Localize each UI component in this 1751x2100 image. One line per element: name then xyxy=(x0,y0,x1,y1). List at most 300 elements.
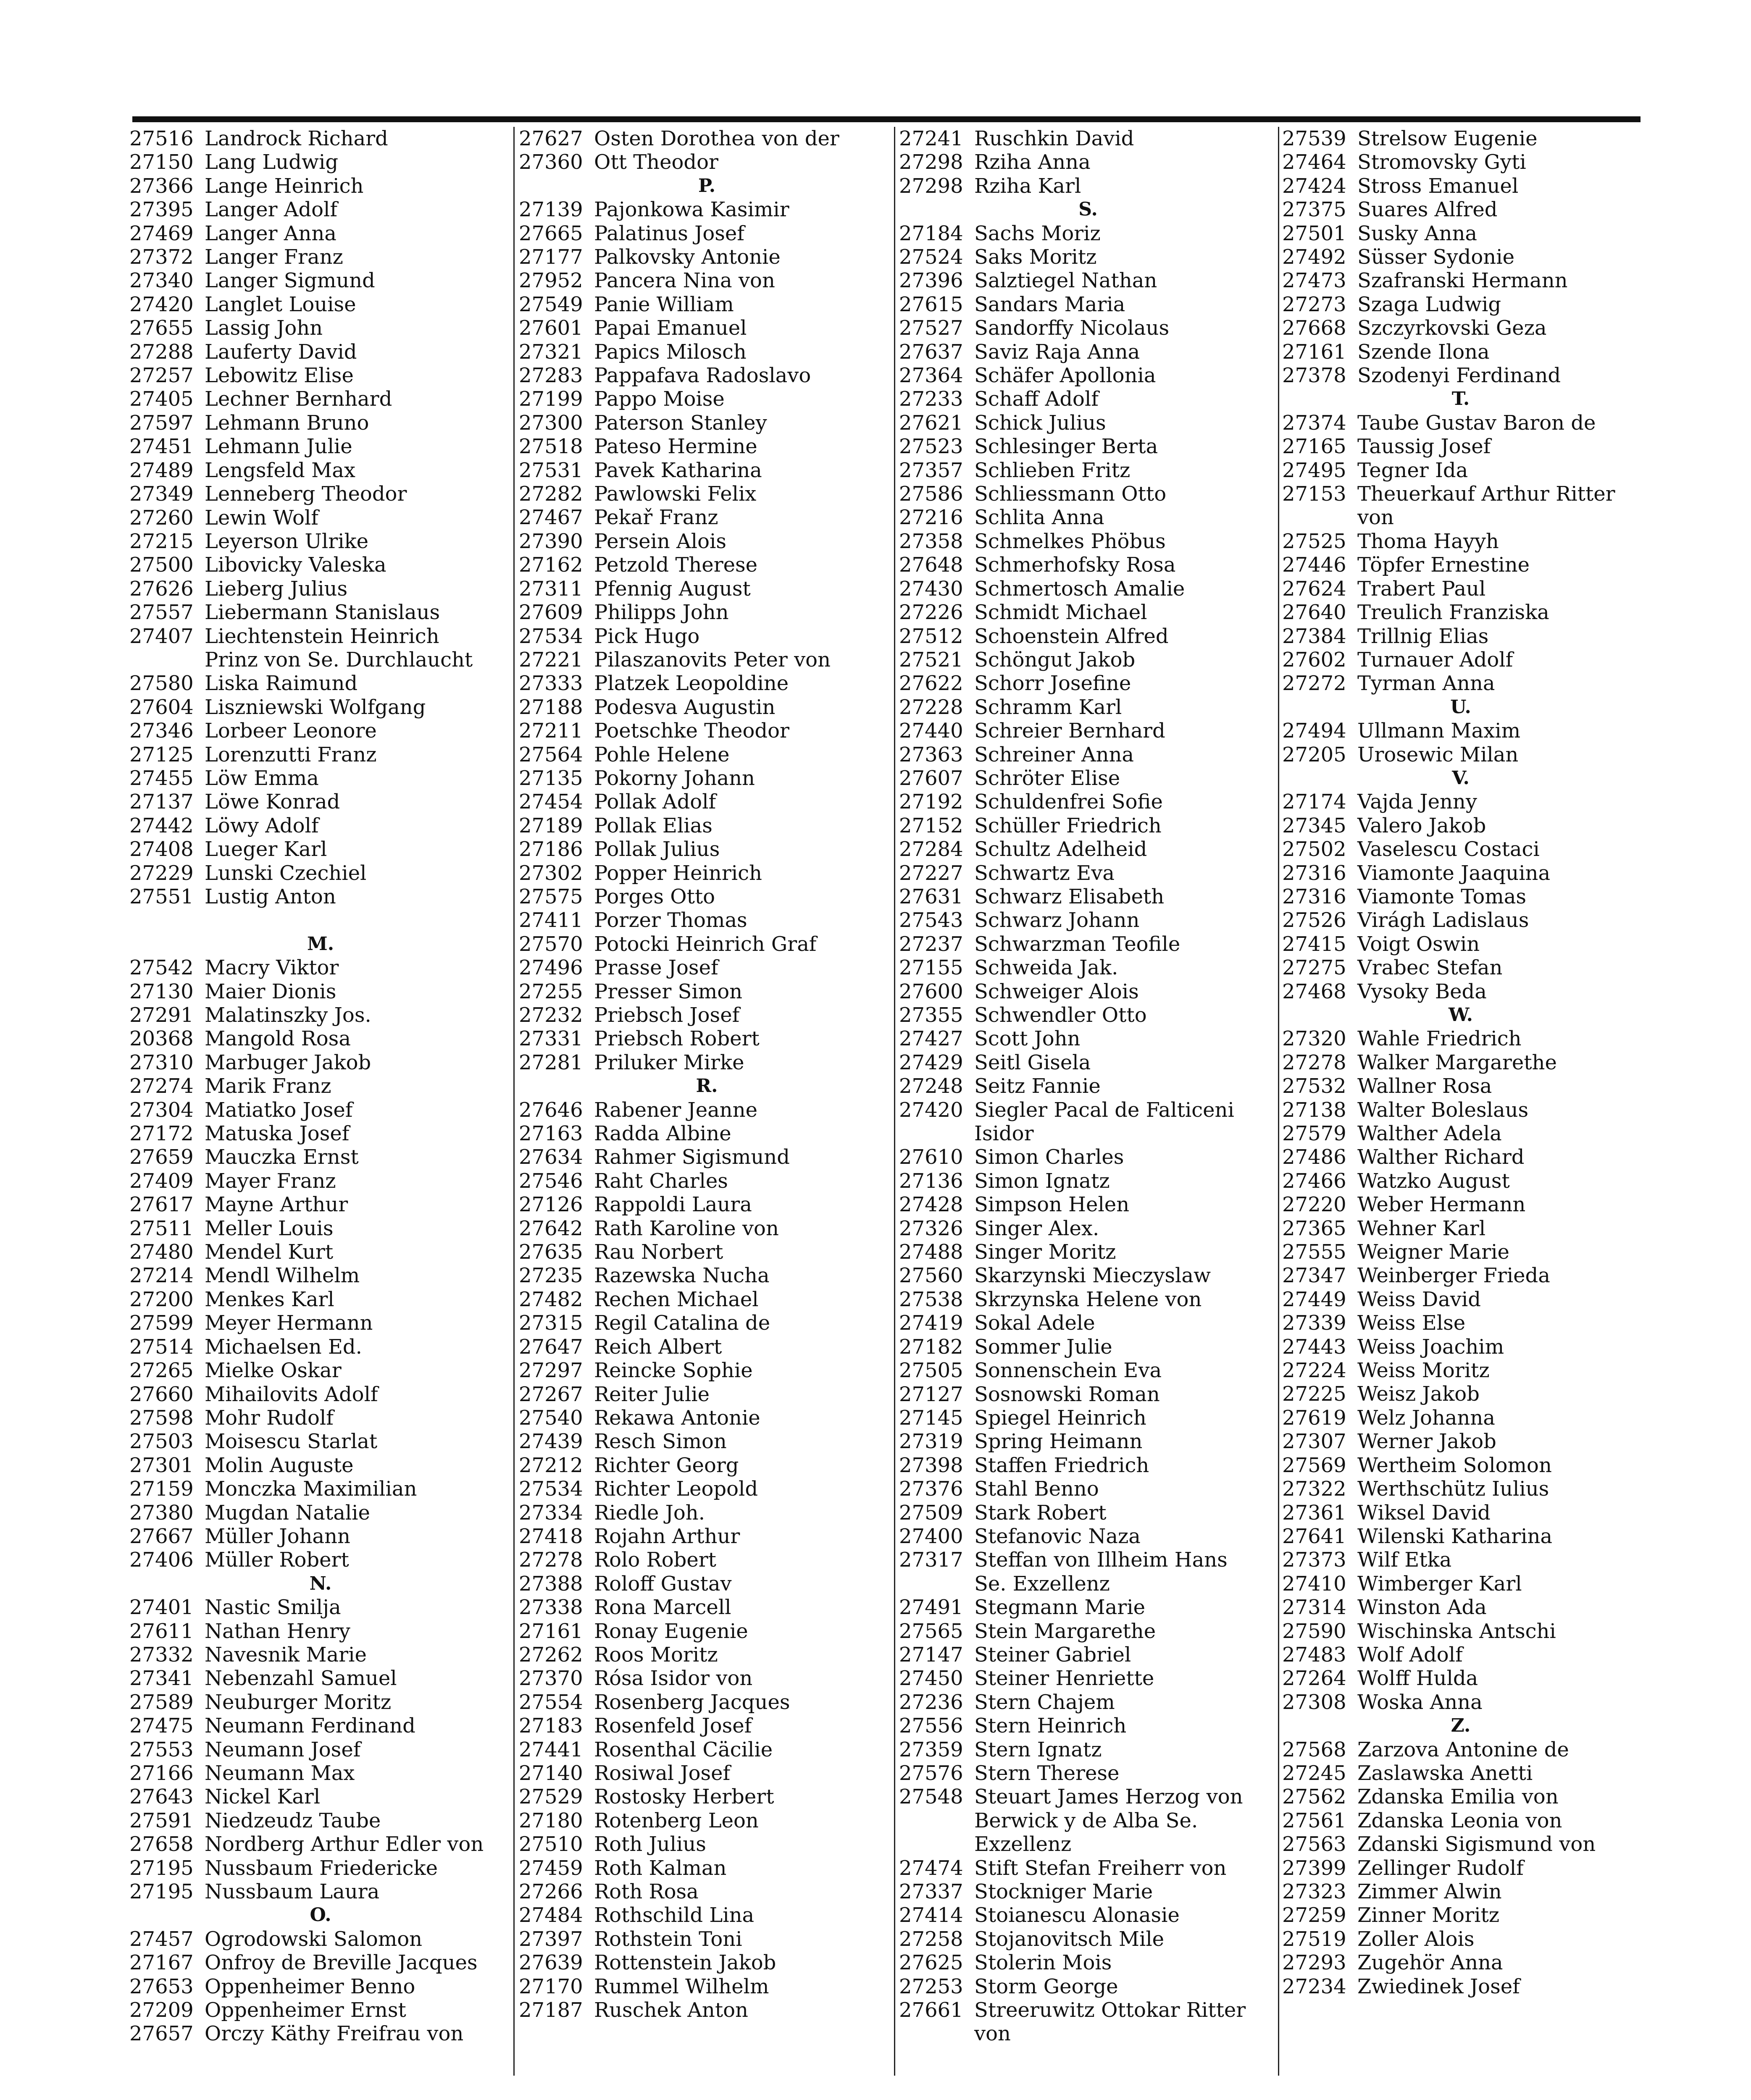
entry-name: Nussbaum Friedericke xyxy=(205,1856,438,1880)
directory-entry xyxy=(899,530,1277,553)
entry-number: 27184 xyxy=(899,221,963,245)
entry-name: Radda Albine xyxy=(594,1122,731,1146)
entry-name: Weiss David xyxy=(1357,1287,1481,1311)
directory-entry xyxy=(129,1288,512,1311)
entry-number: 27396 xyxy=(899,269,963,293)
entry-number: 27364 xyxy=(899,364,963,388)
entry-name: Wimberger Karl xyxy=(1357,1572,1522,1596)
directory-entry xyxy=(1282,1430,1639,1453)
entry-name: Skarzynski Mieczyslaw xyxy=(974,1264,1211,1288)
directory-entry xyxy=(899,696,1277,719)
entry-name: Tyrman Anna xyxy=(1357,672,1495,696)
entry-name: Pokorny Johann xyxy=(594,766,755,790)
entry-number: 27643 xyxy=(129,1785,194,1809)
entry-name: Navesnik Marie xyxy=(205,1643,367,1667)
entry-name: Lang Ludwig xyxy=(205,150,339,174)
entry-name: Wilf Etka xyxy=(1357,1548,1452,1572)
entry-name: Roth Julius xyxy=(594,1832,706,1856)
entry-number: 27474 xyxy=(899,1856,963,1880)
directory-entry xyxy=(129,1430,512,1453)
entry-number: 27442 xyxy=(129,814,194,837)
entry-name: Roth Kalman xyxy=(594,1856,727,1880)
entry-name: Mugdan Natalie xyxy=(205,1501,370,1525)
entry-name: Stark Robert xyxy=(974,1501,1107,1525)
entry-name: Saks Moritz xyxy=(974,245,1097,269)
header-rule xyxy=(132,116,1641,122)
entry-number: 27237 xyxy=(899,932,963,956)
directory-entry xyxy=(129,1027,512,1050)
entry-name: Schuldenfrei Sofie xyxy=(974,790,1163,814)
directory-entry xyxy=(519,435,895,458)
entry-number: 27366 xyxy=(129,174,194,198)
entry-name: Töpfer Ernestine xyxy=(1357,553,1530,577)
directory-entry xyxy=(519,1264,895,1287)
entry-number: 27527 xyxy=(899,316,963,340)
directory-entry xyxy=(519,1217,895,1240)
entry-number: 27642 xyxy=(519,1216,583,1240)
entry-name: Pollak Adolf xyxy=(594,790,716,814)
entry-name: Staffen Friedrich xyxy=(974,1453,1149,1477)
entry-number: 27622 xyxy=(899,672,963,696)
directory-entry xyxy=(1282,364,1639,387)
directory-entry xyxy=(519,1383,895,1406)
entry-name: Liszniewski Wolfgang xyxy=(205,695,426,719)
directory-entry xyxy=(899,293,1277,316)
entry-name: Ruschek Anton xyxy=(594,1998,748,2022)
directory-entry xyxy=(899,577,1277,601)
directory-entry xyxy=(1282,1620,1639,1643)
entry-name: Ronay Eugenie xyxy=(594,1619,748,1643)
entry-number: 27310 xyxy=(129,1050,194,1074)
entry-number: 27405 xyxy=(129,387,194,411)
entry-number: 27600 xyxy=(899,979,963,1003)
directory-entry xyxy=(519,269,895,292)
directory-entry xyxy=(129,1264,512,1287)
entry-name: Mangold Rosa xyxy=(205,1027,351,1051)
entry-name: Mendl Wilhelm xyxy=(205,1264,360,1288)
entry-number: 27484 xyxy=(519,1903,583,1927)
entry-number: 27486 xyxy=(1282,1145,1346,1169)
entry-number: 27195 xyxy=(129,1880,194,1904)
entry-number: 27624 xyxy=(1282,577,1346,601)
directory-entry xyxy=(129,1548,512,1572)
entry-name: Rosenberg Jacques xyxy=(594,1690,790,1714)
entry-name: Mayer Franz xyxy=(205,1169,336,1193)
directory-entry xyxy=(899,1430,1277,1453)
directory-entry xyxy=(129,1003,512,1027)
entry-number: 27557 xyxy=(129,601,194,625)
entry-number: 27646 xyxy=(519,1098,583,1122)
directory-entry xyxy=(519,956,895,979)
entry-number: 27135 xyxy=(519,766,583,790)
entry-name: Stahl Benno xyxy=(974,1477,1099,1501)
directory-entry xyxy=(899,1217,1277,1240)
entry-number: 27140 xyxy=(519,1761,583,1785)
entry-number: 27626 xyxy=(129,577,194,601)
directory-entry xyxy=(899,648,1277,672)
directory-entry xyxy=(519,672,895,695)
directory-entry xyxy=(899,1975,1277,1998)
entry-name: Zdanski Sigismund von xyxy=(1357,1832,1596,1856)
entry-name: Stefanovic Naza xyxy=(974,1524,1141,1548)
directory-entry xyxy=(899,1548,1277,1572)
entry-name: Strelsow Eugenie xyxy=(1357,127,1538,150)
entry-number: 27346 xyxy=(129,719,194,743)
entry-number: 27257 xyxy=(129,364,194,388)
entry-name: Zarzova Antonine de xyxy=(1357,1738,1569,1761)
entry-name: Menkes Karl xyxy=(205,1287,334,1311)
entry-number: 27311 xyxy=(519,577,583,601)
entry-name: Rolo Robert xyxy=(594,1548,716,1572)
entry-number: 27161 xyxy=(1282,340,1346,364)
entry-number: 27399 xyxy=(1282,1856,1346,1880)
entry-number: 27502 xyxy=(1282,837,1346,861)
entry-name: Theuerkauf Arthur Ritter xyxy=(1357,482,1615,506)
directory-entry xyxy=(1282,1311,1639,1335)
entry-number: 27340 xyxy=(129,269,194,293)
entry-name: Popper Heinrich xyxy=(594,861,762,885)
directory-entry xyxy=(519,1596,895,1619)
entry-number: 27634 xyxy=(519,1145,583,1169)
directory-entry xyxy=(519,719,895,743)
directory-entry xyxy=(519,1785,895,1809)
directory-entry xyxy=(1282,1880,1639,1903)
section-letter-heading: O. xyxy=(310,1904,331,1926)
directory-entry xyxy=(1282,1738,1639,1761)
directory-entry xyxy=(129,766,512,790)
entry-name: Schäfer Apollonia xyxy=(974,364,1156,388)
entry-number: 27326 xyxy=(899,1216,963,1240)
directory-entry xyxy=(899,1596,1277,1619)
entry-name: Oppenheimer Benno xyxy=(205,1974,415,1998)
entry-number: 27562 xyxy=(1282,1785,1346,1809)
directory-entry xyxy=(519,814,895,837)
entry-number: 27657 xyxy=(129,2022,194,2046)
entry-number: 27625 xyxy=(899,1951,963,1975)
entry-name: Winston Ada xyxy=(1357,1596,1487,1620)
entry-number: 27667 xyxy=(129,1524,194,1548)
directory-entry xyxy=(519,387,895,411)
entry-name: Simon Ignatz xyxy=(974,1169,1110,1193)
entry-name: Streeruwitz Ottokar Ritter xyxy=(974,1998,1246,2022)
entry-name: Porges Otto xyxy=(594,885,715,908)
directory-entry xyxy=(1282,1548,1639,1572)
directory-entry xyxy=(129,1738,512,1761)
entry-number: 27464 xyxy=(1282,150,1346,174)
entry-number: 27549 xyxy=(519,292,583,316)
directory-entry xyxy=(1282,648,1639,672)
entry-number: 27575 xyxy=(519,885,583,908)
directory-entry xyxy=(129,459,512,482)
entry-number: 27153 xyxy=(1282,482,1346,506)
entry-name: Stern Ignatz xyxy=(974,1738,1102,1761)
directory-entry xyxy=(1282,435,1639,458)
entry-name: Suares Alfred xyxy=(1357,198,1498,222)
entry-number: 27227 xyxy=(899,861,963,885)
entry-number: 27529 xyxy=(519,1785,583,1809)
directory-entry xyxy=(129,340,512,364)
directory-entry xyxy=(899,411,1277,435)
directory-entry xyxy=(519,1359,895,1382)
entry-number: 27598 xyxy=(129,1406,194,1430)
directory-entry xyxy=(1282,553,1639,577)
directory-entry xyxy=(129,1051,512,1074)
entry-number: 27408 xyxy=(129,837,194,861)
entry-continuation-text: Se. Exzellenz xyxy=(974,1572,1110,1596)
directory-entry xyxy=(129,1169,512,1193)
entry-number: 27216 xyxy=(899,506,963,530)
directory-entry xyxy=(519,1951,895,1974)
entry-number: 27125 xyxy=(129,743,194,766)
entry-name: Schultz Adelheid xyxy=(974,837,1147,861)
entry-number: 27316 xyxy=(1282,861,1346,885)
column-1 xyxy=(129,127,512,2084)
directory-entry xyxy=(1282,150,1639,174)
entry-name: Schweiger Alois xyxy=(974,979,1139,1003)
directory-entry xyxy=(129,1311,512,1335)
directory-entry xyxy=(129,1975,512,1998)
section-letter-heading: Z. xyxy=(1451,1715,1471,1737)
entry-name: Mihailovits Adolf xyxy=(205,1382,378,1406)
entry-number: 27384 xyxy=(1282,624,1346,648)
directory-entry xyxy=(519,245,895,269)
directory-entry xyxy=(899,1240,1277,1264)
entry-number: 27147 xyxy=(899,1643,963,1667)
directory-entry xyxy=(899,861,1277,885)
entry-name: Viamonte Jaaquina xyxy=(1357,861,1551,885)
entry-number: 27428 xyxy=(899,1193,963,1217)
entry-name: Wilenski Katharina xyxy=(1357,1524,1552,1548)
entry-name: Sachs Moriz xyxy=(974,221,1101,245)
entry-name: Stern Therese xyxy=(974,1761,1120,1785)
entry-number: 27195 xyxy=(129,1856,194,1880)
entry-number: 27221 xyxy=(519,648,583,672)
entry-name: Schmelkes Phöbus xyxy=(974,529,1166,553)
entry-name: Schramm Karl xyxy=(974,695,1122,719)
directory-entry xyxy=(519,506,895,529)
entry-name: Stoianescu Alonasie xyxy=(974,1903,1180,1927)
entry-number: 27224 xyxy=(1282,1359,1346,1383)
entry-name: Stern Chajem xyxy=(974,1690,1115,1714)
entry-number: 27455 xyxy=(129,766,194,790)
entry-number: 27320 xyxy=(1282,1027,1346,1051)
entry-number: 27576 xyxy=(899,1761,963,1785)
entry-number: 27233 xyxy=(899,387,963,411)
directory-entry xyxy=(1282,1477,1639,1501)
entry-number: 27241 xyxy=(899,127,963,150)
entry-name: Lassig John xyxy=(205,316,323,340)
directory-entry xyxy=(899,387,1277,411)
entry-number: 27225 xyxy=(1282,1382,1346,1406)
entry-number: 27427 xyxy=(899,1027,963,1051)
entry-number: 27658 xyxy=(129,1832,194,1856)
entry-number: 27145 xyxy=(899,1406,963,1430)
entry-number: 27170 xyxy=(519,1974,583,1998)
directory-entry xyxy=(129,1454,512,1477)
entry-number: 27370 xyxy=(519,1667,583,1690)
entry-number: 27631 xyxy=(899,885,963,908)
entry-number: 27398 xyxy=(899,1453,963,1477)
directory-entry xyxy=(899,790,1277,814)
entry-name: Marbuger Jakob xyxy=(205,1050,371,1074)
entry-name: Neumann Ferdinand xyxy=(205,1714,415,1738)
entry-number: 27500 xyxy=(129,553,194,577)
directory-entry xyxy=(899,1501,1277,1525)
directory-entry xyxy=(1282,530,1639,553)
directory-entry xyxy=(519,648,895,672)
entry-number: 27165 xyxy=(1282,435,1346,459)
directory-entry xyxy=(519,743,895,766)
entry-name: Neumann Josef xyxy=(205,1738,361,1761)
entry-name: Zugehör Anna xyxy=(1357,1951,1503,1975)
entry-continuation-text: von xyxy=(974,2022,1011,2046)
entry-number: 27400 xyxy=(899,1524,963,1548)
directory-entry xyxy=(1282,885,1639,908)
entry-name: Zinner Moritz xyxy=(1357,1903,1500,1927)
entry-name: Virágh Ladislaus xyxy=(1357,908,1529,932)
directory-entry xyxy=(1282,1809,1639,1832)
entry-number: 27602 xyxy=(1282,648,1346,672)
entry-name: Wischinska Antschi xyxy=(1357,1619,1556,1643)
entry-number: 27554 xyxy=(519,1690,583,1714)
entry-number: 27591 xyxy=(129,1809,194,1832)
entry-number: 27283 xyxy=(519,364,583,388)
directory-entry xyxy=(899,672,1277,695)
entry-name: Wolf Adolf xyxy=(1357,1643,1463,1667)
entry-name: Meyer Hermann xyxy=(205,1311,373,1335)
entry-name: Matuska Josef xyxy=(205,1122,350,1146)
entry-name: Schwarz Johann xyxy=(974,908,1140,932)
directory-entry xyxy=(1282,222,1639,245)
entry-number: 27358 xyxy=(899,529,963,553)
entry-number: 27229 xyxy=(129,861,194,885)
entry-number: 27516 xyxy=(129,127,194,150)
entry-name: Sandorffy Nicolaus xyxy=(974,316,1170,340)
directory-entry xyxy=(129,1856,512,1880)
directory-entry xyxy=(899,1714,1277,1738)
entry-name: Rath Karoline von xyxy=(594,1216,779,1240)
entry-name: Siegler Pacal de Falticeni xyxy=(974,1098,1234,1122)
entry-number: 27339 xyxy=(1282,1311,1346,1335)
directory-entry xyxy=(129,269,512,292)
entry-name: Osten Dorothea von der xyxy=(594,127,839,150)
directory-entry xyxy=(519,1761,895,1785)
entry-name: Schreier Bernhard xyxy=(974,719,1165,743)
directory-entry xyxy=(129,1145,512,1169)
entry-number: 27162 xyxy=(519,553,583,577)
directory-entry xyxy=(1282,1359,1639,1382)
directory-entry xyxy=(899,316,1277,340)
directory-entry xyxy=(899,1903,1277,1927)
directory-entry xyxy=(899,1738,1277,1761)
entry-number: 27401 xyxy=(129,1596,194,1620)
directory-entry xyxy=(1282,1454,1639,1477)
entry-number: 27273 xyxy=(1282,292,1346,316)
entry-name: Schmidt Michael xyxy=(974,601,1147,625)
directory-entry xyxy=(519,150,895,174)
column-divider-2 xyxy=(894,127,895,2076)
directory-entry xyxy=(519,1903,895,1927)
entry-number: 27469 xyxy=(129,221,194,245)
entry-name: Watzko August xyxy=(1357,1169,1510,1193)
entry-name: Weiss Else xyxy=(1357,1311,1466,1335)
directory-entry xyxy=(1282,459,1639,482)
directory-entry xyxy=(519,766,895,790)
entry-name: Mauczka Ernst xyxy=(205,1145,359,1169)
entry-name: Panie William xyxy=(594,292,734,316)
entry-number: 27378 xyxy=(1282,364,1346,388)
entry-name: Schwendler Otto xyxy=(974,1003,1147,1027)
directory-entry xyxy=(519,1169,895,1193)
entry-number: 27316 xyxy=(1282,885,1346,908)
entry-number: 27580 xyxy=(129,672,194,696)
entry-name: Platzek Leopoldine xyxy=(594,672,789,696)
entry-name: Priebsch Josef xyxy=(594,1003,740,1027)
directory-entry xyxy=(129,601,512,624)
entry-number: 27278 xyxy=(519,1548,583,1572)
entry-continuation xyxy=(899,1572,1277,1596)
directory-entry xyxy=(129,174,512,198)
directory-entry xyxy=(1282,1525,1639,1548)
entry-name: Rziha Anna xyxy=(974,150,1091,174)
entry-name: Oppenheimer Ernst xyxy=(205,1998,406,2022)
entry-number: 27410 xyxy=(1282,1572,1346,1596)
entry-number: 27199 xyxy=(519,387,583,411)
entry-name: Papai Emanuel xyxy=(594,316,747,340)
directory-entry xyxy=(129,1714,512,1738)
entry-name: Reincke Sophie xyxy=(594,1359,753,1383)
directory-entry xyxy=(519,1572,895,1596)
directory-entry xyxy=(129,1217,512,1240)
entry-name: Schaff Adolf xyxy=(974,387,1099,411)
directory-entry xyxy=(519,1003,895,1027)
entry-number: 27468 xyxy=(1282,979,1346,1003)
entry-number: 27523 xyxy=(899,435,963,459)
entry-number: 27300 xyxy=(519,411,583,435)
directory-entry xyxy=(899,1785,1277,1809)
directory-entry xyxy=(519,482,895,506)
entry-name: Leyerson Ulrike xyxy=(205,529,369,553)
entry-number: 27397 xyxy=(519,1927,583,1951)
directory-entry xyxy=(129,1620,512,1643)
entry-number: 27952 xyxy=(519,269,583,293)
entry-number: 27272 xyxy=(1282,672,1346,696)
entry-number: 27372 xyxy=(129,245,194,269)
entry-number: 27518 xyxy=(519,435,583,459)
directory-entry xyxy=(129,127,512,150)
directory-entry xyxy=(1282,411,1639,435)
entry-number: 27214 xyxy=(129,1264,194,1288)
entry-continuation-text: Exzellenz xyxy=(974,1832,1072,1856)
entry-number: 27451 xyxy=(129,435,194,459)
directory-entry xyxy=(1282,1217,1639,1240)
entry-name: Marik Franz xyxy=(205,1074,331,1098)
directory-entry xyxy=(519,1122,895,1145)
directory-entry xyxy=(519,1643,895,1667)
spacer xyxy=(129,908,512,932)
entry-name: Rekawa Antonie xyxy=(594,1406,760,1430)
directory-entry xyxy=(129,1809,512,1832)
directory-entry xyxy=(1282,1027,1639,1050)
entry-name: Schweida Jak. xyxy=(974,956,1118,980)
directory-entry xyxy=(899,1264,1277,1287)
entry-number: 27293 xyxy=(1282,1951,1346,1975)
entry-number: 27258 xyxy=(899,1927,963,1951)
directory-entry xyxy=(899,127,1277,150)
directory-entry xyxy=(519,1454,895,1477)
entry-name: Rottenstein Jakob xyxy=(594,1951,776,1975)
entry-number: 27291 xyxy=(129,1003,194,1027)
